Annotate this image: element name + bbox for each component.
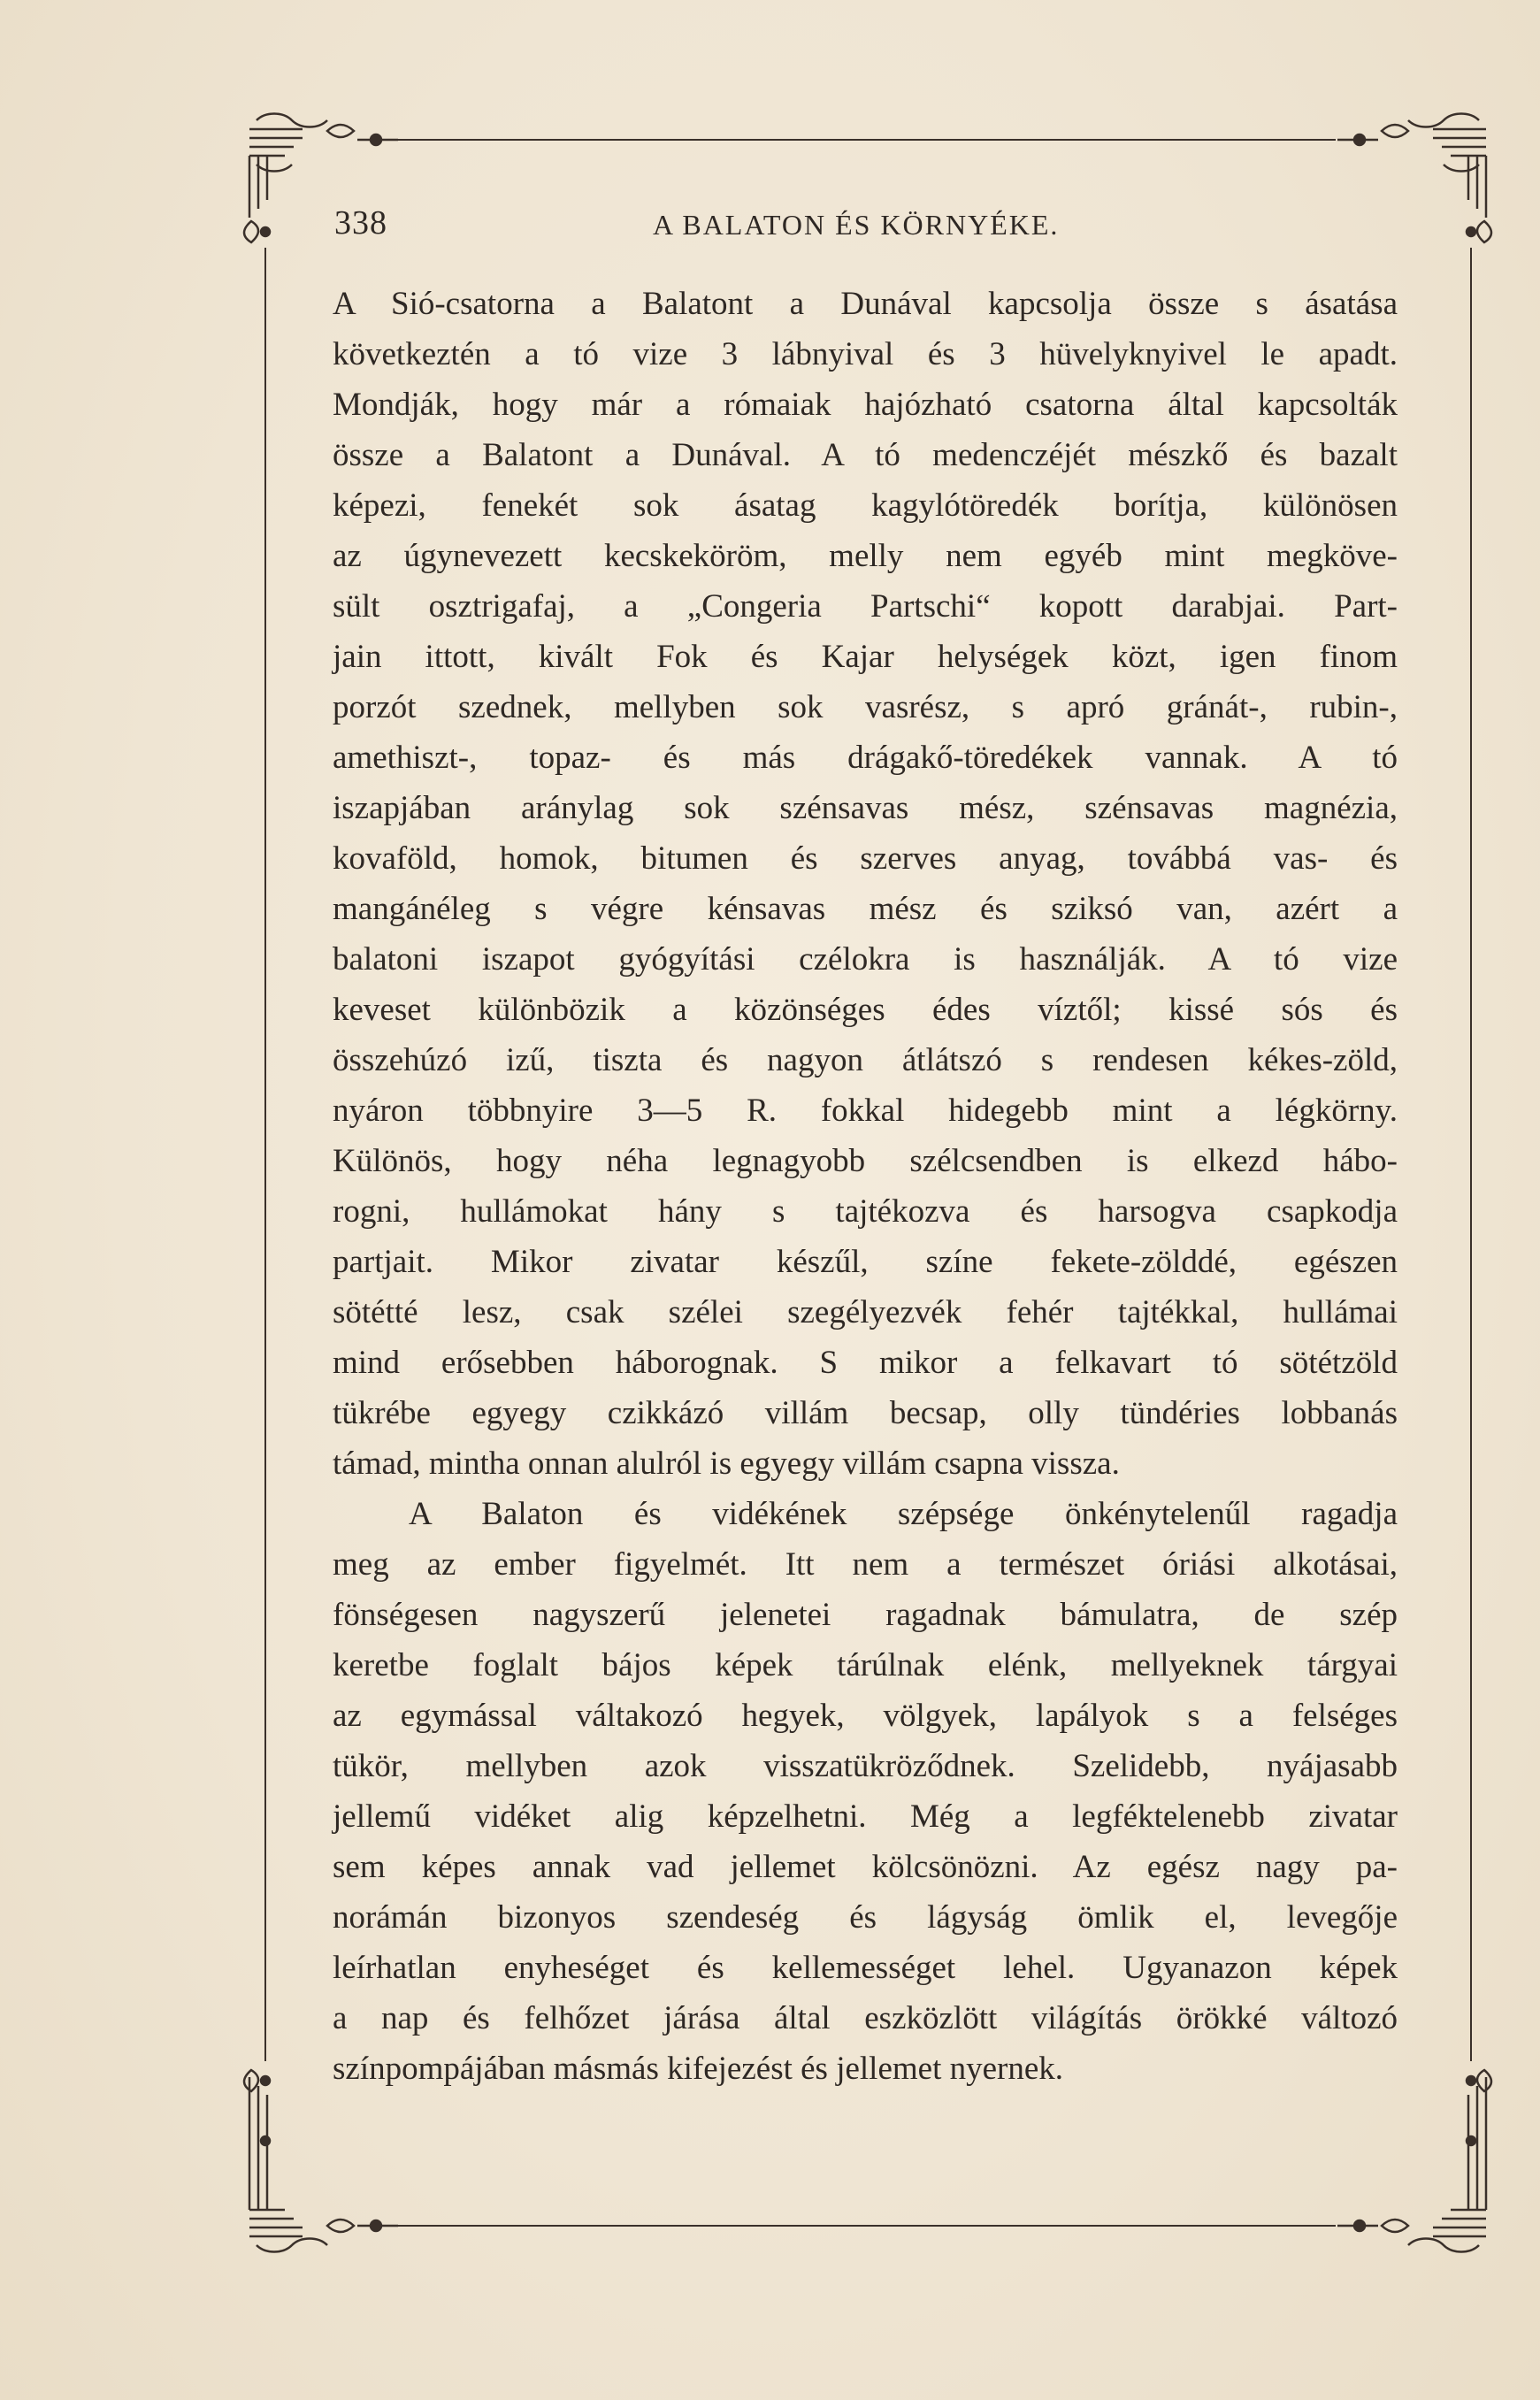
text-line: a nap és felhőzet járása által eszközlött világítás örökké változó xyxy=(333,2000,1398,2036)
text-line: keveset különbözik a közönséges édes víztől; kissé sós és xyxy=(333,992,1398,1028)
text-line: össze a Balatont a Dunával. A tó medenczéjét mészkő és bazalt xyxy=(333,437,1398,473)
text-line: az egymással váltakozó hegyek, völgyek, lapályok s a felséges xyxy=(333,1698,1398,1734)
text-line: jain ittott, kivált Fok és Kajar helységek közt, igen finom xyxy=(333,639,1398,675)
text-line: amethiszt-, topaz- és más drágakő-töredékek vannak. A tó xyxy=(333,740,1398,776)
text-line: sült osztrigafaj, a „Congeria Partschi“ kopott darabjai. Part- xyxy=(333,588,1398,625)
text-line: Különös, hogy néha legnagyobb szélcsendben is elkezd hábo- xyxy=(333,1143,1398,1179)
text-line: Mondják, hogy már a rómaiak hajózható csatorna által kapcsolták xyxy=(333,387,1398,423)
page-header xyxy=(334,203,1422,257)
text-line: keretbe foglalt bájos képek tárúlnak elénk, mellyeknek tárgyai xyxy=(333,1647,1398,1683)
text-line: balatoni iszapot gyógyítási czélokra is használják. A tó vize xyxy=(333,941,1398,978)
text-line: színpompájában másmás kifejezést és jellemet nyernek. xyxy=(333,2051,1064,2087)
text-line: tükrébe egyegy czikkázó villám becsap, olly tündéries lobbanás xyxy=(333,1395,1398,1431)
page-number: 338 xyxy=(334,204,387,242)
text-line: rogni, hullámokat hány s tajtékozva és harsogva csapkodja xyxy=(333,1193,1398,1230)
text-line: kovaföld, homok, bitumen és szerves anyag, továbbá vas- és xyxy=(333,840,1398,877)
text-line: fönségesen nagyszerű jelenetei ragadnak bámulatra, de szép xyxy=(333,1597,1398,1633)
text-line: norámán bizonyos szendeség és lágyság ömlik el, levegője xyxy=(333,1899,1398,1936)
text-line: következtén a tó vize 3 lábnyival és 3 hüvelyknyivel le apadt. xyxy=(333,336,1398,372)
text-line: támad, mintha onnan alulról is egyegy villám csapna vissza. xyxy=(333,1445,1120,1482)
text-line: meg az ember figyelmét. Itt nem a természet óriási alkotásai, xyxy=(333,1546,1398,1583)
text-line: nyáron többnyire 3—5 R. fokkal hidegebb mint a légkörny. xyxy=(333,1093,1398,1129)
text-line: sötétté lesz, csak szélei szegélyezvék fehér tajtékkal, hullámai xyxy=(333,1294,1398,1330)
text-line: mind erősebben háborognak. S mikor a felkavart tó sötétzöld xyxy=(333,1345,1398,1381)
text-line: sem képes annak vad jellemet kölcsönözni. Az egész nagy pa- xyxy=(333,1849,1398,1885)
corner-ornament-bottom-right xyxy=(1337,2070,1491,2252)
text-line: tükör, mellyben azok visszatükröződnek. Szelidebb, nyájasabb xyxy=(333,1748,1398,1784)
running-head: A BALATON ÉS KÖRNYÉKE. xyxy=(653,209,1060,241)
text-line: jellemű vidéket alig képzelhetni. Még a legféktelenebb zivatar xyxy=(333,1798,1398,1835)
text-line: partjait. Mikor zivatar készűl, színe fekete-zölddé, egészen xyxy=(333,1244,1398,1280)
text-line: iszapjában aránylag sok szénsavas mész, szénsavas magnézia, xyxy=(333,790,1398,826)
text-line: A Sió-csatorna a Balatont a Dunával kapcsolja össze s ásatása xyxy=(333,286,1398,322)
text-line: összehúzó izű, tiszta és nagyon átlátszó s rendesen kékes-zöld, xyxy=(333,1042,1398,1078)
corner-ornament-bottom-left xyxy=(244,2070,398,2252)
text-line: porzót szednek, mellyben sok vasrész, s apró gránát-, rubin-, xyxy=(333,689,1398,725)
body-text xyxy=(333,279,1398,2094)
text-line: képezi, fenekét sok ásatag kagylótöredék borítja, különösen xyxy=(333,487,1398,524)
text-line: leírhatlan enyheséget és kellemességet lehel. Ugyanazon képek xyxy=(333,1950,1398,1986)
text-line: A Balaton és vidékének szépsége önkénytelenűl ragadja xyxy=(409,1496,1398,1532)
text-line: mangánéleg s végre kénsavas mész és sziksó van, azért a xyxy=(333,891,1398,927)
text-line: az úgynevezett kecskeköröm, melly nem egyéb mint megköve- xyxy=(333,538,1398,574)
